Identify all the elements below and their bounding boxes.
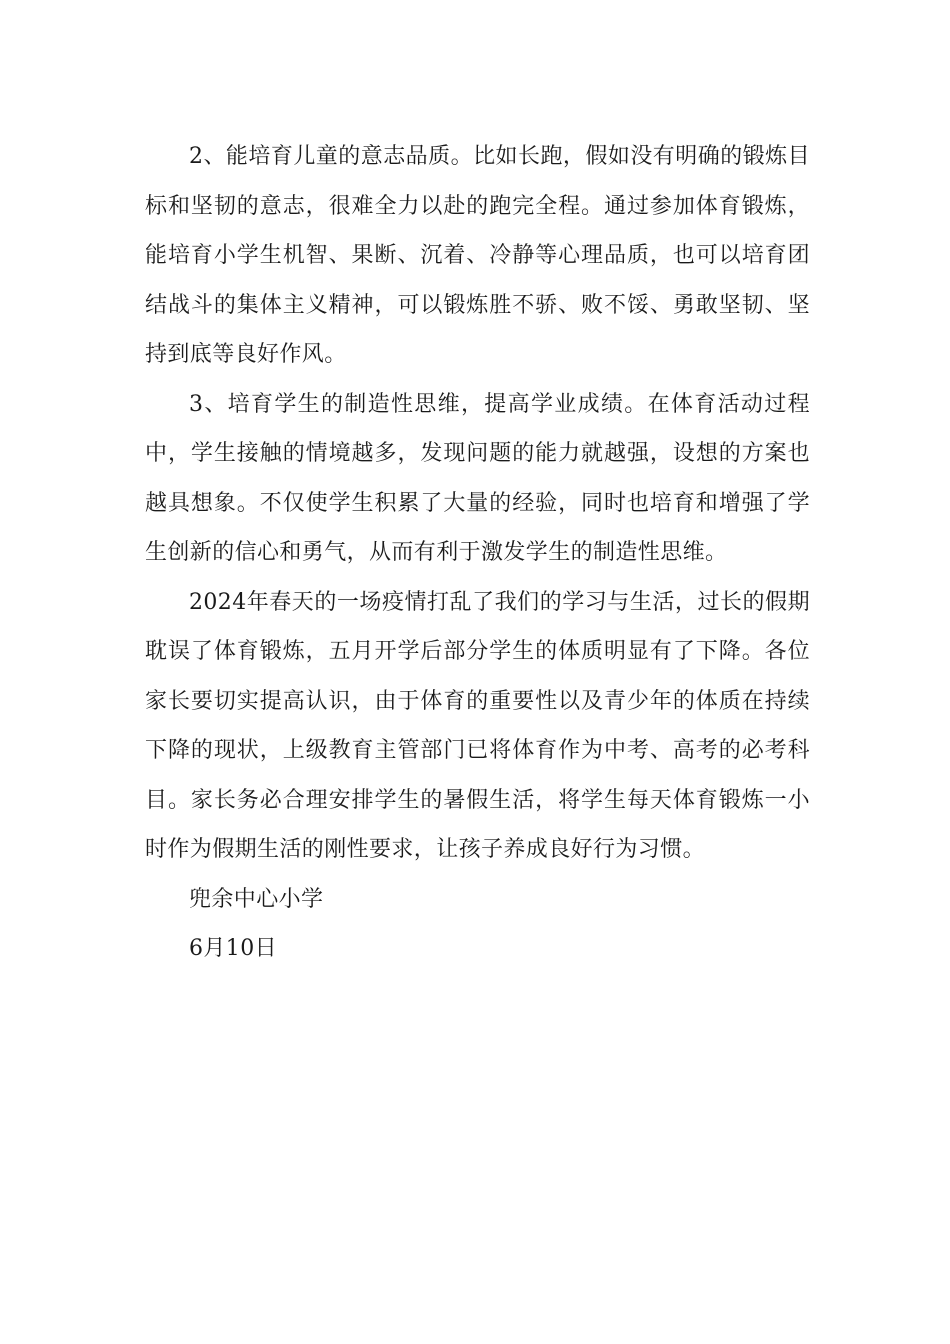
paragraph-creative-thinking: 3、培育学生的制造性思维，提高学业成绩。在体育活动过程中，学生接触的情境越多，发现问题的能力就越强，设想的方案也越具想象。不仅使学生积累了大量的经验，同时也培育和增强了学生创新的信心和勇气，从而有利于激发学生的制造性思维。 xyxy=(145,391,810,565)
paragraph-willpower: 2、能培育儿童的意志品质。比如长跑，假如没有明确的锻炼目标和坚韧的意志，很难全力以赴的跑完全程。通过参加体育锻炼，能培育小学生机智、果断、沉着、冷静等心理品质，也可以培育团结战斗的集体主义精神，可以锻炼胜不骄、败不馁、勇敢坚韧、坚持到底等良好作风。 xyxy=(145,144,810,367)
paragraph-summer-exercise: 2024年春天的一场疫情打乱了我们的学习与生活，过长的假期耽误了体育锻炼，五月开学后部分学生的体质明显有了下降。各位家长要切实提高认识，由于体育的重要性以及青少年的体质在持续下降的现状，上级教育主管部门已将体育作为中考、高考的必考科目。家长务必合理安排学生的暑假生活，将学生每天体育锻炼一小时作为假期生活的刚性要求，让孩子养成良好行为习惯。 xyxy=(145,589,810,862)
signature-school: 兜余中心小学 xyxy=(189,886,324,912)
document-body xyxy=(145,132,810,974)
signature-date: 6月10日 xyxy=(189,936,277,961)
